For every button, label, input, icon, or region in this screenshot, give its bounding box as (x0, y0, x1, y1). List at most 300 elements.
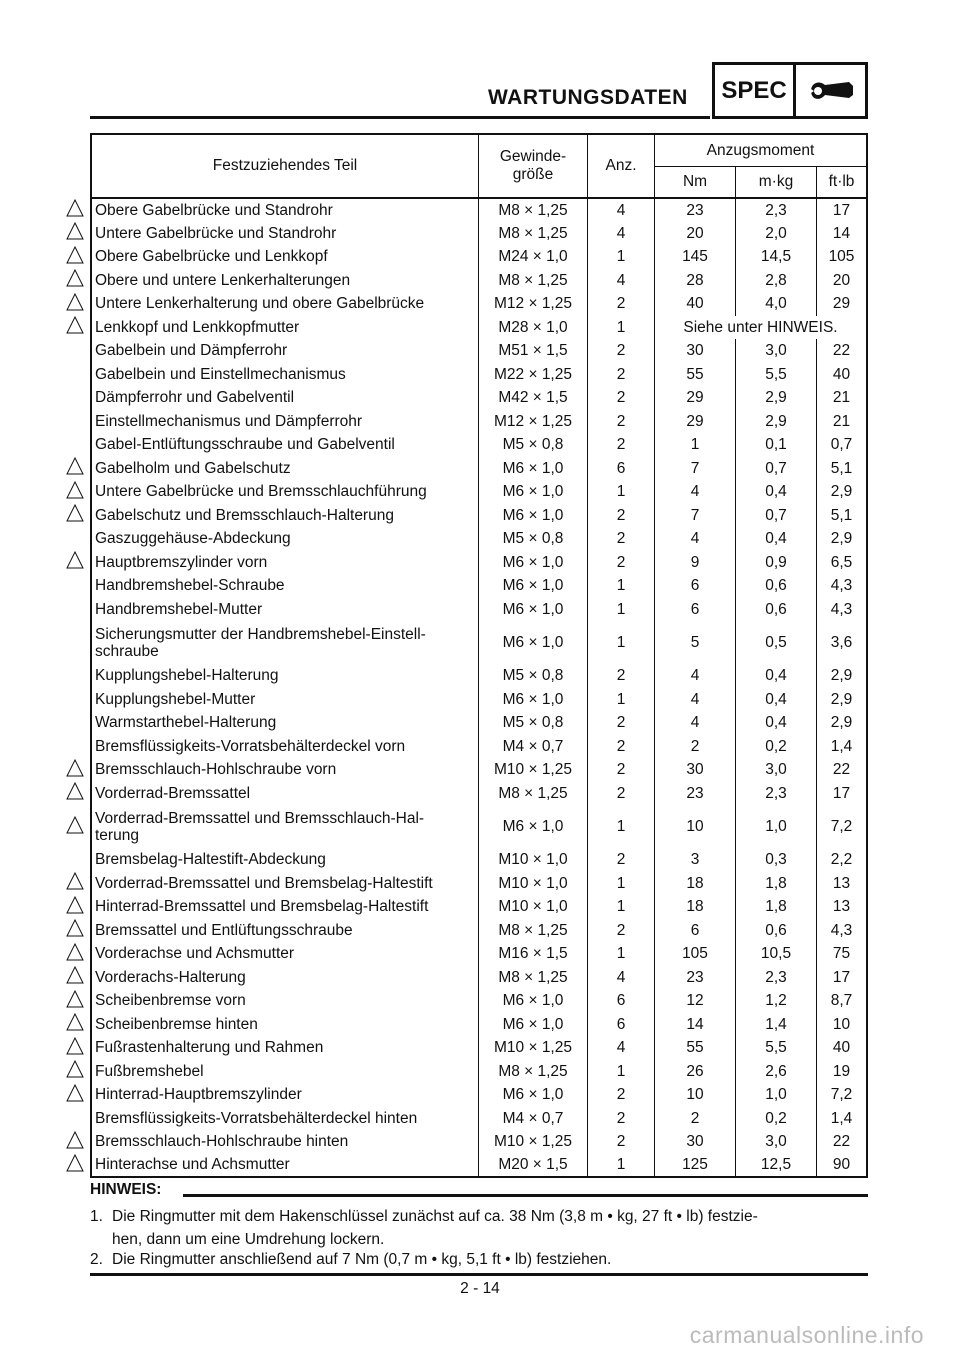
cell-qty: 1 (588, 598, 655, 622)
cell-qty: 1 (588, 480, 655, 504)
cell-ftlb: 29 (817, 292, 868, 316)
note-2-number: 2. (90, 1251, 103, 1268)
col-header-thread-2: größe (512, 166, 554, 183)
cell-nm: 10 (655, 805, 736, 848)
cell-ftlb: 4,3 (817, 919, 868, 943)
lock-triangle-icon (66, 943, 84, 961)
table-row (91, 433, 867, 457)
cell-thread: M5 × 0,8 (479, 527, 588, 551)
cell-thread: M6 × 1,0 (479, 551, 588, 575)
cell-ftlb: 22 (817, 1130, 868, 1154)
col-header-thread-1: Gewinde- (499, 148, 567, 165)
cell-ftlb: 17 (817, 782, 868, 806)
cell-mkg: 10,5 (736, 942, 817, 966)
cell-thread: M8 × 1,25 (479, 222, 588, 246)
cell-thread: M10 × 1,25 (479, 1036, 588, 1060)
cell-nm: 7 (655, 504, 736, 528)
cell-nm: 4 (655, 480, 736, 504)
cell-thread: M6 × 1,0 (479, 1083, 588, 1107)
table-row (91, 598, 867, 622)
cell-qty: 1 (588, 942, 655, 966)
lock-triangle-icon (66, 1013, 84, 1031)
cell-part: Bremsflüssigkeits-Vorratsbehälterdeckel vorn (91, 735, 479, 759)
cell-qty: 1 (588, 895, 655, 919)
cell-ftlb: 14 (817, 222, 868, 246)
cell-part (91, 621, 479, 664)
cell-part: Gaszuggehäuse-Abdeckung (91, 527, 479, 551)
cell-thread: M4 × 0,7 (479, 735, 588, 759)
cell-thread: M5 × 0,8 (479, 711, 588, 735)
cell-thread: M4 × 0,7 (479, 1107, 588, 1131)
cell-part: Vorderrad-Bremssattel (91, 782, 479, 806)
cell-qty: 2 (588, 551, 655, 575)
cell-part-line-1: Sicherungsmutter der Handbremshebel-Einstell- (95, 625, 426, 643)
cell-part: Einstellmechanismus und Dämpferrohr (91, 410, 479, 434)
table-row (91, 222, 867, 246)
cell-qty: 4 (588, 269, 655, 293)
cell-nm: 6 (655, 919, 736, 943)
cell-qty: 4 (588, 1036, 655, 1060)
table-row (91, 664, 867, 688)
table-row (91, 480, 867, 504)
lock-triangle-icon (66, 551, 84, 569)
cell-part: Bremsbelag-Haltestift-Abdeckung (91, 848, 479, 872)
cell-mkg: 0,6 (736, 598, 817, 622)
cell-ftlb: 2,9 (817, 688, 868, 712)
cell-thread: M10 × 1,25 (479, 1130, 588, 1154)
col-header-ftlb: ft·lb (817, 167, 868, 199)
cell-qty: 2 (588, 758, 655, 782)
lock-triangle-icon (66, 481, 84, 499)
wrench-icon-box (796, 62, 868, 119)
cell-part-line-1: Vorderrad-Bremssattel und Bremsschlauch-Hal- (95, 809, 425, 827)
cell-part: Gabelbein und Dämpferrohr (91, 339, 479, 363)
cell-nm: 6 (655, 574, 736, 598)
lock-triangle-icon (66, 222, 84, 240)
cell-nm: 18 (655, 895, 736, 919)
cell-thread: M10 × 1,0 (479, 895, 588, 919)
cell-thread: M51 × 1,5 (479, 339, 588, 363)
note-1-line-2: hen, dann um eine Umdrehung lockern. (112, 1231, 385, 1248)
table-row (91, 457, 867, 481)
cell-mkg: 3,0 (736, 758, 817, 782)
lock-triangle-icon (66, 269, 84, 287)
cell-nm: 12 (655, 989, 736, 1013)
cell-mkg: 0,6 (736, 919, 817, 943)
cell-thread: M6 × 1,0 (479, 1013, 588, 1037)
cell-nm: 5 (655, 621, 736, 664)
cell-thread: M8 × 1,25 (479, 198, 588, 222)
cell-qty: 1 (588, 316, 655, 340)
cell-mkg: 0,4 (736, 711, 817, 735)
table-row (91, 339, 867, 363)
cell-ftlb: 1,4 (817, 735, 868, 759)
cell-thread: M8 × 1,25 (479, 919, 588, 943)
cell-mkg: 2,6 (736, 1060, 817, 1084)
table-row (91, 504, 867, 528)
cell-thread: M24 × 1,0 (479, 245, 588, 269)
cell-part: Scheibenbremse vorn (91, 989, 479, 1013)
cell-part: Hinterrad-Hauptbremszylinder (91, 1083, 479, 1107)
lock-triangle-icon (66, 990, 84, 1008)
table-row (91, 919, 867, 943)
cell-part: Gabelholm und Gabelschutz (91, 457, 479, 481)
cell-qty: 2 (588, 527, 655, 551)
table-row (91, 758, 867, 782)
cell-nm: 2 (655, 735, 736, 759)
table-row (91, 316, 867, 340)
table-row (91, 966, 867, 990)
cell-nm: 23 (655, 198, 736, 222)
cell-qty: 2 (588, 848, 655, 872)
table-row (91, 735, 867, 759)
cell-qty: 2 (588, 363, 655, 387)
lock-triangle-icon (66, 1037, 84, 1055)
cell-mkg: 2,9 (736, 410, 817, 434)
cell-nm: 30 (655, 339, 736, 363)
cell-thread: M6 × 1,0 (479, 688, 588, 712)
lock-triangle-icon (66, 504, 84, 522)
cell-part: Bremsschlauch-Hohlschraube hinten (91, 1130, 479, 1154)
cell-nm: 30 (655, 1130, 736, 1154)
cell-mkg: 4,0 (736, 292, 817, 316)
cell-ftlb: 2,9 (817, 711, 868, 735)
cell-mkg: 12,5 (736, 1154, 817, 1178)
cell-ftlb: 7,2 (817, 805, 868, 848)
table-row (91, 386, 867, 410)
lock-triangle-icon (66, 293, 84, 311)
table-row (91, 895, 867, 919)
cell-qty: 2 (588, 735, 655, 759)
cell-thread: M20 × 1,5 (479, 1154, 588, 1178)
table-row (91, 551, 867, 575)
cell-ftlb: 2,2 (817, 848, 868, 872)
cell-thread: M10 × 1,0 (479, 872, 588, 896)
cell-mkg: 0,7 (736, 457, 817, 481)
cell-thread: M6 × 1,0 (479, 574, 588, 598)
cell-nm: 1 (655, 433, 736, 457)
lock-triangle-icon (66, 1060, 84, 1078)
lock-triangle-icon (66, 782, 84, 800)
cell-ftlb: 10 (817, 1013, 868, 1037)
table-row (91, 621, 867, 664)
cell-thread: M5 × 0,8 (479, 433, 588, 457)
cell-qty: 2 (588, 1083, 655, 1107)
cell-thread: M6 × 1,0 (479, 621, 588, 664)
cell-nm: 7 (655, 457, 736, 481)
notes-rule (183, 1194, 868, 1197)
lock-triangle-icon (66, 759, 84, 777)
note-1 (90, 1205, 870, 1251)
cell-part: Untere Lenkerhalterung und obere Gabelbrücke (91, 292, 479, 316)
cell-ftlb: 4,3 (817, 598, 868, 622)
table-row (91, 711, 867, 735)
cell-nm: 4 (655, 688, 736, 712)
cell-part-line-2: schraube (95, 642, 159, 660)
cell-part: Hauptbremszylinder vorn (91, 551, 479, 575)
cell-part: Gabelbein und Einstellmechanismus (91, 363, 479, 387)
lock-triangle-icon (66, 966, 84, 984)
table-row (91, 805, 867, 848)
cell-ftlb: 5,1 (817, 504, 868, 528)
cell-ftlb: 2,9 (817, 527, 868, 551)
cell-thread: M8 × 1,25 (479, 1060, 588, 1084)
table-body (91, 198, 867, 1177)
cell-ftlb: 4,3 (817, 574, 868, 598)
lock-triangle-icon (66, 872, 84, 890)
cell-nm: 9 (655, 551, 736, 575)
cell-qty: 4 (588, 198, 655, 222)
note-2 (90, 1248, 870, 1271)
cell-part: Fußbremshebel (91, 1060, 479, 1084)
table-row (91, 782, 867, 806)
torque-table (90, 133, 868, 1178)
cell-qty: 2 (588, 711, 655, 735)
cell-part (91, 805, 479, 848)
cell-mkg: 5,5 (736, 1036, 817, 1060)
cell-mkg: 3,0 (736, 1130, 817, 1154)
col-header-part: Festzuziehendes Teil (91, 134, 479, 198)
page-title: WARTUNGSDATEN (488, 86, 688, 109)
cell-thread: M6 × 1,0 (479, 805, 588, 848)
cell-nm: 105 (655, 942, 736, 966)
cell-thread: M16 × 1,5 (479, 942, 588, 966)
cell-ftlb: 40 (817, 363, 868, 387)
col-header-qty: Anz. (588, 134, 655, 198)
cell-thread: M6 × 1,0 (479, 989, 588, 1013)
cell-part: Kupplungshebel-Mutter (91, 688, 479, 712)
cell-thread: M12 × 1,25 (479, 292, 588, 316)
cell-ftlb: 17 (817, 198, 868, 222)
cell-qty: 2 (588, 339, 655, 363)
cell-qty: 2 (588, 1130, 655, 1154)
cell-ftlb: 21 (817, 410, 868, 434)
cell-part: Untere Gabelbrücke und Standrohr (91, 222, 479, 246)
cell-nm: 29 (655, 386, 736, 410)
cell-ftlb: 5,1 (817, 457, 868, 481)
cell-thread: M22 × 1,25 (479, 363, 588, 387)
cell-ftlb: 20 (817, 269, 868, 293)
cell-part: Bremsflüssigkeits-Vorratsbehälterdeckel hinten (91, 1107, 479, 1131)
cell-mkg: 1,8 (736, 895, 817, 919)
cell-thread: M10 × 1,0 (479, 848, 588, 872)
cell-qty: 2 (588, 919, 655, 943)
cell-part: Gabelschutz und Bremsschlauch-Halterung (91, 504, 479, 528)
cell-qty: 6 (588, 457, 655, 481)
cell-part: Gabel-Entlüftungsschraube und Gabelventil (91, 433, 479, 457)
cell-part: Kupplungshebel-Halterung (91, 664, 479, 688)
cell-qty: 6 (588, 1013, 655, 1037)
cell-ftlb: 22 (817, 758, 868, 782)
cell-ftlb: 17 (817, 966, 868, 990)
table-row (91, 1130, 867, 1154)
cell-qty: 2 (588, 433, 655, 457)
cell-mkg: 0,7 (736, 504, 817, 528)
cell-nm: 30 (655, 758, 736, 782)
cell-ftlb: 90 (817, 1154, 868, 1178)
cell-qty: 1 (588, 1060, 655, 1084)
footer-rule (90, 1273, 868, 1276)
notes-title: HINWEIS: (90, 1181, 162, 1198)
cell-nm: 145 (655, 245, 736, 269)
cell-thread: M8 × 1,25 (479, 269, 588, 293)
cell-ftlb: 13 (817, 895, 868, 919)
cell-qty: 4 (588, 966, 655, 990)
cell-nm: 10 (655, 1083, 736, 1107)
table-row (91, 363, 867, 387)
cell-nm: 125 (655, 1154, 736, 1178)
cell-mkg: 0,6 (736, 574, 817, 598)
cell-thread: M8 × 1,25 (479, 782, 588, 806)
cell-nm: 4 (655, 664, 736, 688)
cell-part: Vorderrad-Bremssattel und Bremsbelag-Haltestift (91, 872, 479, 896)
cell-part: Bremssattel und Entlüftungsschraube (91, 919, 479, 943)
cell-part: Obere Gabelbrücke und Lenkkopf (91, 245, 479, 269)
cell-mkg: 3,0 (736, 339, 817, 363)
watermark: carmanualsonline.info (689, 1322, 924, 1348)
cell-nm: 3 (655, 848, 736, 872)
cell-thread: M28 × 1,0 (479, 316, 588, 340)
cell-mkg: 2,0 (736, 222, 817, 246)
lock-triangle-icon (66, 816, 84, 834)
table-row (91, 574, 867, 598)
cell-nm: 28 (655, 269, 736, 293)
cell-nm: 4 (655, 711, 736, 735)
lock-triangle-icon (66, 919, 84, 937)
cell-mkg: 0,4 (736, 688, 817, 712)
cell-part: Fußrastenhalterung und Rahmen (91, 1036, 479, 1060)
table-row (91, 1013, 867, 1037)
cell-ftlb: 1,4 (817, 1107, 868, 1131)
cell-part: Vorderachse und Achsmutter (91, 942, 479, 966)
cell-nm: 6 (655, 598, 736, 622)
cell-qty: 2 (588, 782, 655, 806)
cell-qty: 2 (588, 410, 655, 434)
cell-qty: 1 (588, 245, 655, 269)
note-2-line-1: Die Ringmutter anschließend auf 7 Nm (0,7 m • kg, 5,1 ft • lb) festziehen. (112, 1251, 612, 1268)
cell-qty: 1 (588, 805, 655, 848)
page-number: 2 - 14 (460, 1280, 500, 1297)
cell-qty: 2 (588, 292, 655, 316)
cell-qty: 2 (588, 664, 655, 688)
cell-thread: M6 × 1,0 (479, 598, 588, 622)
cell-mkg: 0,5 (736, 621, 817, 664)
cell-nm: 18 (655, 872, 736, 896)
table-row (91, 872, 867, 896)
col-header-nm: Nm (655, 167, 736, 199)
cell-part: Hinterachse und Achsmutter (91, 1154, 479, 1178)
col-header-mkg: m·kg (736, 167, 817, 199)
table-row (91, 1036, 867, 1060)
cell-mkg: 0,2 (736, 1107, 817, 1131)
cell-mkg: 0,4 (736, 527, 817, 551)
cell-qty: 1 (588, 872, 655, 896)
cell-nm: 14 (655, 1013, 736, 1037)
cell-nm: 29 (655, 410, 736, 434)
cell-mkg: 1,0 (736, 1083, 817, 1107)
cell-qty: 1 (588, 1154, 655, 1178)
cell-nm: 23 (655, 782, 736, 806)
lock-triangle-icon (66, 316, 84, 334)
cell-ftlb: 21 (817, 386, 868, 410)
cell-thread: M6 × 1,0 (479, 457, 588, 481)
cell-part: Obere und untere Lenkerhalterungen (91, 269, 479, 293)
cell-ftlb: 2,9 (817, 480, 868, 504)
cell-mkg: 2,3 (736, 198, 817, 222)
table-row (91, 198, 867, 222)
cell-mkg: 5,5 (736, 363, 817, 387)
cell-ftlb: 6,5 (817, 551, 868, 575)
cell-ftlb: 8,7 (817, 989, 868, 1013)
header-rule (90, 116, 710, 119)
cell-mkg: 1,4 (736, 1013, 817, 1037)
cell-thread: M6 × 1,0 (479, 504, 588, 528)
wrench-icon (805, 77, 857, 105)
cell-nm: 40 (655, 292, 736, 316)
cell-qty: 1 (588, 574, 655, 598)
cell-mkg: 2,9 (736, 386, 817, 410)
cell-ftlb: 2,9 (817, 664, 868, 688)
cell-mkg: 0,9 (736, 551, 817, 575)
cell-nm: 23 (655, 966, 736, 990)
cell-qty: 4 (588, 222, 655, 246)
cell-part: Obere Gabelbrücke und Standrohr (91, 198, 479, 222)
table-row (91, 1083, 867, 1107)
cell-qty: 1 (588, 688, 655, 712)
cell-qty: 1 (588, 621, 655, 664)
cell-mkg: 0,4 (736, 480, 817, 504)
cell-part: Lenkkopf und Lenkkopfmutter (91, 316, 479, 340)
cell-mkg: 1,0 (736, 805, 817, 848)
cell-ftlb: 0,7 (817, 433, 868, 457)
table-row (91, 1154, 867, 1178)
cell-part: Handbremshebel-Mutter (91, 598, 479, 622)
table-row (91, 848, 867, 872)
table-row (91, 942, 867, 966)
cell-mkg: 2,3 (736, 782, 817, 806)
table-row (91, 245, 867, 269)
cell-nm: 4 (655, 527, 736, 551)
cell-qty: 2 (588, 1107, 655, 1131)
cell-qty: 2 (588, 504, 655, 528)
lock-triangle-icon (66, 246, 84, 264)
cell-mkg: 0,1 (736, 433, 817, 457)
cell-torque-note: Siehe unter HINWEIS. (655, 316, 868, 340)
cell-nm: 55 (655, 1036, 736, 1060)
table-row (91, 269, 867, 293)
col-header-thread (479, 134, 588, 198)
cell-thread: M12 × 1,25 (479, 410, 588, 434)
lock-triangle-icon (66, 1154, 84, 1172)
cell-thread: M8 × 1,25 (479, 966, 588, 990)
table-row (91, 292, 867, 316)
cell-thread: M6 × 1,0 (479, 480, 588, 504)
cell-mkg: 2,8 (736, 269, 817, 293)
lock-triangle-icon (66, 1131, 84, 1149)
cell-ftlb: 105 (817, 245, 868, 269)
cell-thread: M10 × 1,25 (479, 758, 588, 782)
cell-nm: 2 (655, 1107, 736, 1131)
cell-nm: 20 (655, 222, 736, 246)
cell-part: Hinterrad-Bremssattel und Bremsbelag-Haltestift (91, 895, 479, 919)
cell-mkg: 1,2 (736, 989, 817, 1013)
cell-qty: 2 (588, 386, 655, 410)
cell-nm: 55 (655, 363, 736, 387)
table-row (91, 1107, 867, 1131)
lock-triangle-icon (66, 896, 84, 914)
spec-badge: SPEC (712, 62, 796, 119)
cell-part-line-2: terung (95, 826, 139, 844)
